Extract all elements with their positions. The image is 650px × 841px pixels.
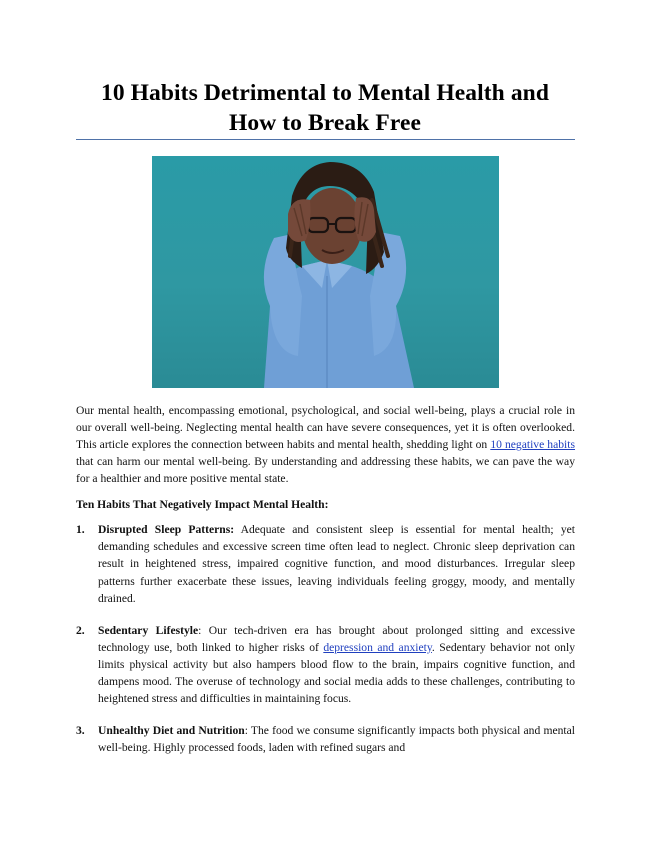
article-title: [60, 78, 590, 138]
hero-image: [152, 156, 499, 388]
list-item: [76, 521, 575, 607]
title-divider: [76, 139, 575, 140]
hero-illustration: [152, 156, 499, 388]
list-item-number: 1.: [76, 523, 85, 536]
list-item-number: 3.: [76, 724, 85, 738]
section-subheading: Ten Habits That Negatively Impact Mental Health:: [76, 498, 329, 511]
list-item: [76, 722, 575, 756]
negative-habits-link[interactable]: 10 negative habits: [490, 438, 576, 451]
list-item-heading: Disrupted Sleep Patterns:: [98, 523, 235, 536]
intro-text-1: Our mental health, encompassing emotional, psychological, and social well-being, plays a crucial role in our overall well-being. Neglecting mental health can have severe consequences, yet it is often overlooked. This article explores the connection between habits and mental health, shedding light on: [76, 404, 575, 451]
title-line-2: How to Break Free: [228, 110, 422, 136]
intro-paragraph: [76, 402, 575, 487]
list-item-heading: Sedentary Lifestyle: [98, 623, 199, 637]
list-item-heading: Unhealthy Diet and Nutrition: [98, 724, 245, 738]
title-line-1: 10 Habits Detrimental to Mental Health and: [100, 80, 550, 106]
list-item-body: : Our tech-driven era has brought about prolonged sitting and excessive technology use, both linked to higher risks of: [98, 623, 575, 654]
list-item-number: 2.: [76, 623, 85, 637]
list-item-body: : The food we consume significantly impacts both physical and mental well-being. Highly processed foods, laden with refined sugars and: [98, 724, 575, 755]
depression-anxiety-link[interactable]: depression and anxiety: [323, 640, 432, 654]
list-item: [76, 622, 575, 708]
intro-text-2: that can harm our mental well-being. By understanding and addressing these habits, we can pave the way for a healthier and more positive mental state.: [76, 455, 575, 485]
habits-list: [76, 521, 575, 771]
list-item-body-end: . Sedentary behavior not only limits physical activity but also hampers blood flow to the brain, impairs cognitive function, and dampens mood. The overuse of technology and social media adds to these challenges, contributing to heightened stress and difficulties in maintaining focus.: [98, 640, 575, 706]
list-item-body: Adequate and consistent sleep is essential for mental health; yet demanding schedules and excessive screen time often lead to neglect. Chronic sleep deprivation can result in heightened stress, impaired cognitive function, and mood disturbances. Irregular sleep patterns further exacerbate these issues, leaving individuals feeling groggy, moody, and mentally drained.: [98, 523, 575, 605]
